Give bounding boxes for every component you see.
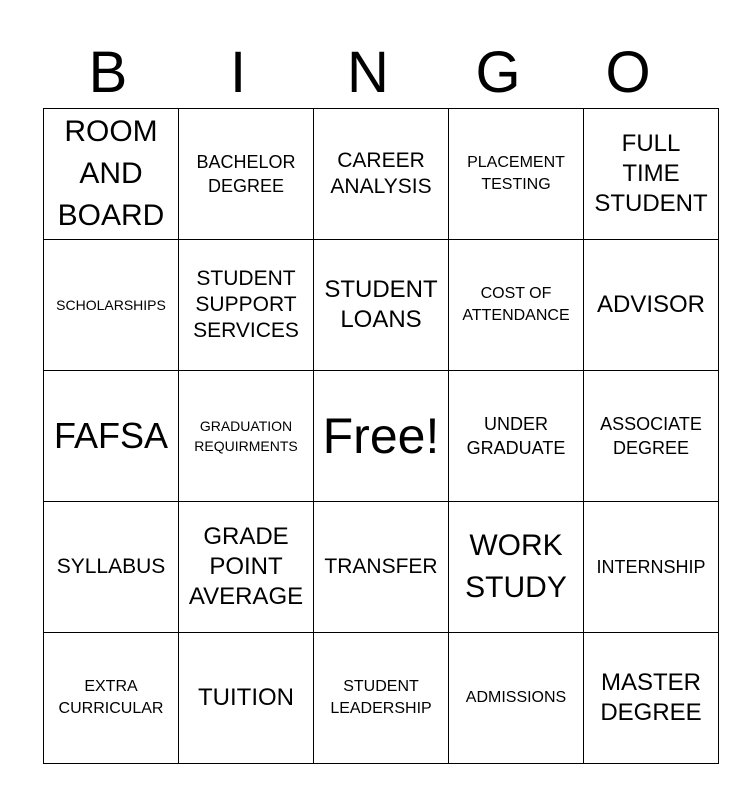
free-space[interactable] [314, 371, 449, 502]
bingo-cell[interactable] [584, 371, 719, 502]
cell-label: ADMISSIONS [465, 689, 567, 706]
bingo-board [43, 108, 719, 764]
bingo-cell[interactable] [179, 109, 314, 240]
bingo-cell[interactable] [449, 502, 584, 633]
cell-label: EXTRA CURRICULAR [58, 678, 164, 717]
cell-label: MASTER DEGREE [600, 669, 702, 726]
free-space-label: Free! [322, 408, 440, 464]
cell-label: STUDENT SUPPORT SERVICES [193, 267, 299, 342]
cell-label: WORK STUDY [465, 529, 567, 604]
cell-label: BACHELOR DEGREE [196, 152, 296, 196]
header-letter-b: B [88, 40, 128, 105]
bingo-cell[interactable] [449, 371, 584, 502]
bingo-cell[interactable] [314, 633, 449, 764]
header-letter-i: I [229, 40, 247, 105]
bingo-cell[interactable] [449, 633, 584, 764]
bingo-cell[interactable] [44, 371, 179, 502]
cell-label: TUITION [198, 684, 294, 711]
cell-label: COST OF ATTENDANCE [462, 285, 570, 324]
bingo-cell[interactable] [584, 502, 719, 633]
bingo-cell[interactable] [44, 633, 179, 764]
board-row [44, 109, 719, 240]
bingo-cell[interactable] [314, 109, 449, 240]
header-letter-n: N [347, 40, 389, 105]
cell-label: FAFSA [53, 415, 169, 456]
bingo-cell[interactable] [179, 633, 314, 764]
cell-label: ASSOCIATE DEGREE [600, 414, 702, 458]
cell-label: INTERNSHIP [596, 557, 706, 577]
board-row [44, 371, 719, 502]
bingo-cell[interactable] [179, 371, 314, 502]
cell-label: CAREER ANALYSIS [330, 149, 432, 198]
bingo-cell[interactable] [314, 502, 449, 633]
bingo-cell[interactable] [44, 109, 179, 240]
cell-label: SCHOLARSHIPS [56, 297, 166, 313]
bingo-cell[interactable] [584, 240, 719, 371]
bingo-header [43, 38, 693, 108]
bingo-cell[interactable] [449, 109, 584, 240]
cell-label: SYLLABUS [56, 555, 166, 578]
header-letter-o: O [605, 40, 651, 105]
bingo-cell[interactable] [179, 502, 314, 633]
bingo-cell[interactable] [179, 240, 314, 371]
cell-label: UNDER GRADUATE [466, 414, 566, 458]
board-row [44, 502, 719, 633]
board-row [44, 633, 719, 764]
board-row [44, 240, 719, 371]
cell-label: GRADUATION REQUIRMENTS [194, 418, 298, 454]
bingo-cell[interactable] [449, 240, 584, 371]
bingo-cell[interactable] [314, 240, 449, 371]
cell-label: GRADE POINT AVERAGE [188, 523, 304, 610]
cell-label: ADVISOR [596, 291, 706, 318]
bingo-cell[interactable] [44, 240, 179, 371]
bingo-cell[interactable] [44, 502, 179, 633]
cell-label: TRANSFER [324, 555, 438, 578]
cell-label: FULL TIME STUDENT [594, 130, 708, 217]
cell-label: PLACEMENT TESTING [467, 154, 565, 193]
cell-label: ROOM AND BOARD [57, 115, 165, 232]
header-letter-g: G [475, 40, 521, 105]
cell-label: STUDENT LOANS [324, 276, 438, 333]
cell-label: STUDENT LEADERSHIP [330, 678, 432, 717]
bingo-cell[interactable] [584, 633, 719, 764]
bingo-cell[interactable] [584, 109, 719, 240]
